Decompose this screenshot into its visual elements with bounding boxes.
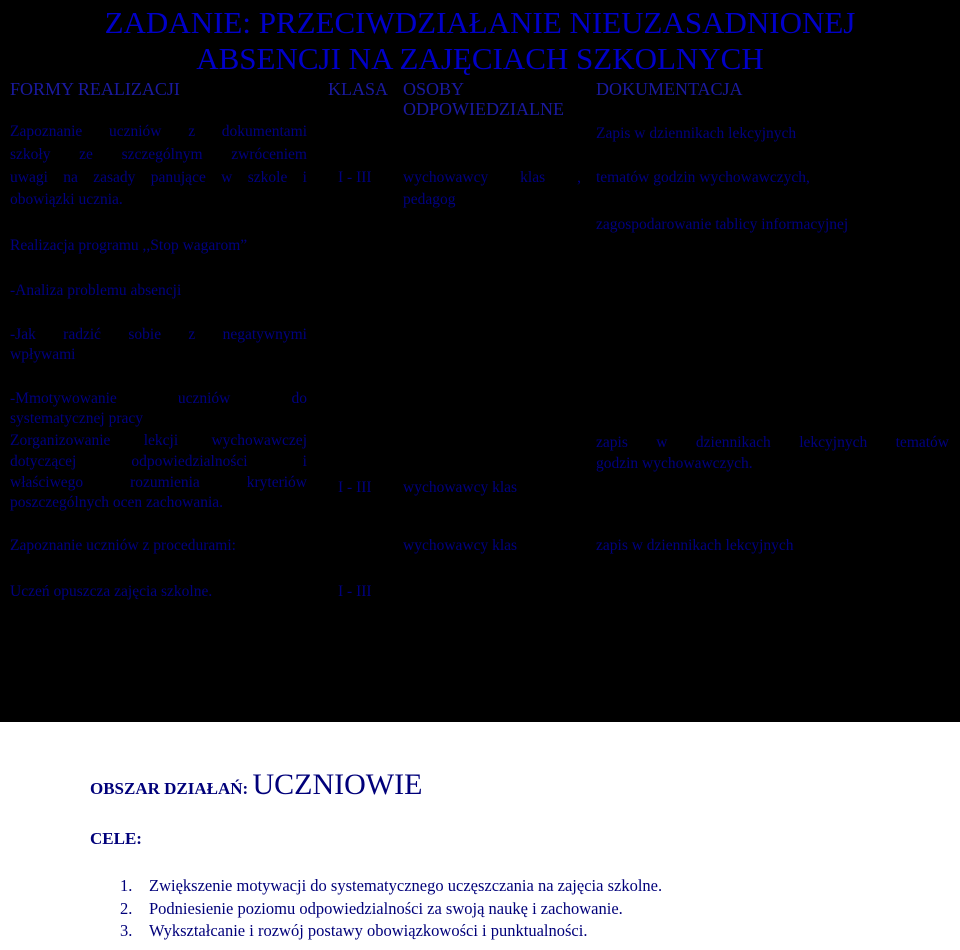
row2-doc-line-1: zapis w dziennikach lekcyjnych tematów [596, 434, 949, 451]
row1-forms-line-3: uwagi na zasady panujące w szkole i [10, 169, 307, 186]
goal-text: Wykształcanie i rozwój postawy obowiązkowości i punktualności. [149, 921, 588, 940]
row1-class: I - III [338, 169, 372, 186]
row1-persons-line-1: wychowawcy klas , [403, 169, 581, 186]
row1-forms-line-4: obowiązki ucznia. [10, 191, 123, 208]
row1-forms-line-2: szkoły ze szczególnym zwróceniem [10, 146, 307, 163]
goal-text: Podniesienie poziomu odpowiedzialności za swoją naukę i zachowanie. [149, 898, 623, 918]
row2-motivation-line-2: systematycznej pracy [10, 410, 143, 427]
header-persons-line-2: ODPOWIEDZIALNE [403, 99, 564, 119]
row3-doc: zapis w dziennikach lekcyjnych [596, 537, 794, 554]
goal-item [120, 920, 662, 943]
goal-item [120, 875, 662, 898]
row4-class: I - III [338, 583, 372, 600]
goal-number: 3. [120, 921, 133, 940]
row1-forms-line-1: Zapoznanie uczniów z dokumentami [10, 123, 307, 140]
row2-organize-line-2: dotyczącej odpowiedzialności i [10, 453, 307, 470]
task-title-line-1: ZADANIE: PRZECIWDZIAŁANIE NIEUZASADNIONEJ [104, 5, 856, 40]
row3-forms: Zapoznanie uczniów z procedurami: [10, 537, 236, 554]
row2-cope-line-1: -Jak radzić sobie z negatywnymi [10, 326, 307, 343]
row2-class: I - III [338, 479, 372, 496]
area-heading [90, 768, 422, 802]
task-title-line-2: ABSENCJI NA ZAJĘCIACH SZKOLNYCH [196, 41, 764, 76]
row2-organize-line-1: Zorganizowanie lekcji wychowawczej [10, 432, 307, 449]
row2-motivation-line-1: -Mmotywowanie uczniów do [10, 390, 307, 407]
goals-list [120, 875, 662, 943]
header-documentation: DOKUMENTACJA [596, 79, 743, 99]
row2-analysis: -Analiza problemu absencji [10, 282, 182, 299]
header-forms: FORMY REALIZACJI [10, 79, 180, 99]
row1-doc-line-2: tematów godzin wychowawczych, [596, 169, 810, 186]
header-persons-line-1: OSOBY [403, 79, 465, 99]
row2-organize-line-4: poszczególnych ocen zachowania. [10, 494, 224, 511]
goals-label: CELE: [90, 829, 142, 848]
row2-organize-line-3: właściwego rozumienia kryteriów [10, 474, 307, 491]
header-class: KLASA [328, 79, 389, 99]
goal-text: Zwiększenie motywacji do systematycznego uczęszczania na zajęcia szkolne. [149, 876, 663, 895]
row1-doc-line-3: zagospodarowanie tablicy informacyjnej [596, 216, 849, 233]
row2-doc-line-2: godzin wychowawczych. [596, 455, 753, 472]
row1-persons-line-2: pedagog [403, 191, 456, 208]
row2-cope-line-2: wpływami [10, 346, 76, 363]
row1-program: Realizacja programu ,,Stop wagarom” [10, 237, 248, 254]
row2-persons: wychowawcy klas [403, 479, 518, 496]
goal-number: 2. [120, 898, 133, 918]
row1-doc-line-1: Zapis w dziennikach lekcyjnych [596, 125, 797, 142]
goal-number: 1. [120, 876, 133, 895]
area-label: OBSZAR DZIAŁAŃ: [90, 779, 253, 798]
goal-item [120, 898, 662, 921]
area-value: UCZNIOWIE [252, 768, 423, 801]
row4-forms: Uczeń opuszcza zajęcia szkolne. [10, 583, 213, 600]
row3-persons: wychowawcy klas [403, 537, 518, 554]
